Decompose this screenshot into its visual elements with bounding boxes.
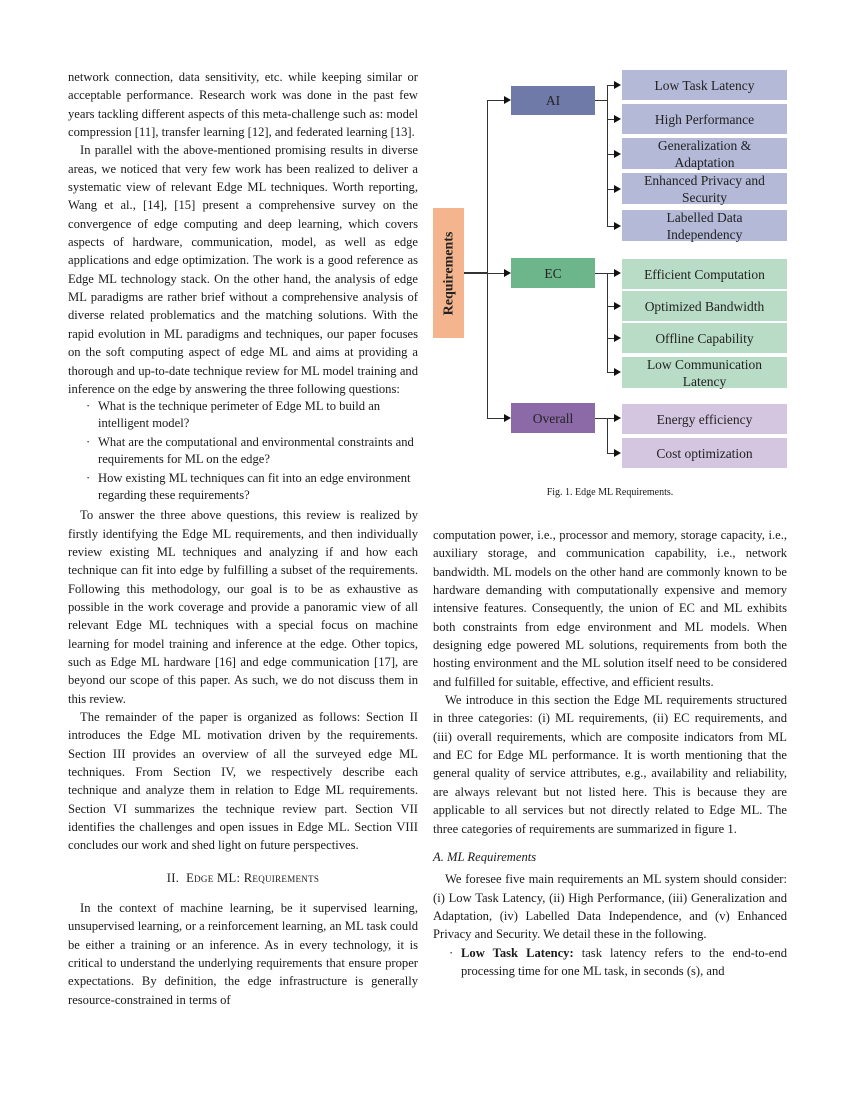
- section-heading: [68, 869, 418, 887]
- req-label: Enhanced Privacy and Security: [644, 172, 765, 205]
- req-energy-efficiency: [622, 404, 787, 434]
- req-optimized-bandwidth: [622, 291, 787, 321]
- list-item: · How existing ML techniques can fit into an edge environment regarding these requirements?: [98, 470, 418, 504]
- root-label: Requirements: [441, 231, 457, 315]
- req-label: Energy efficiency: [656, 411, 753, 427]
- req-label: Labelled Data Independency: [666, 209, 743, 242]
- paragraph: In parallel with the above-mentioned promising results in diverse areas, we noticed that very few work has been realized to deliver a systematic view of relevant Edge ML techniques. Worth reporting, Wang et al., [14], [15] present a comprehensive survey on the convergence of edge computing and deep learning, which covers aspects of hardware, communication, model, as well as edge applications and edge optimization. The work is a good reference as Edge ML technology stack. On the other hand, the analysis of edge ML paradigms are rather brief without a comprehensive analysis of diverse related problematics and the matching solutions. With the rapid evolution in ML paradigms and techniques, our paper focuses on the soft computing aspect of edge ML and aims at providing a thorough and up-to-date technique review for ML model training and inference on the edge by answering the three following questions:: [68, 143, 418, 396]
- req-privacy: [622, 173, 787, 204]
- paragraph: computation power, i.e., processor and memory, storage capacity, i.e., auxiliary storage, and communication capability, i.e., network bandwidth. ML models on the other hand are commonly known to be hardware demanding with computationally expensive and memory intensive features. Consequently, the union of EC and ML exhibits both constraints from edge environment and ML models. When designing edge powered ML solutions, requirements from both the hosting environment and the ML solution itself need to be considered and fulfilled for suitable, effective, and efficient results.: [433, 528, 787, 689]
- req-label: Low Communication Latency: [646, 356, 763, 389]
- group-ec: [511, 258, 595, 288]
- group-label: EC: [544, 265, 562, 281]
- req-label: Offline Capability: [655, 330, 754, 346]
- list-item: · What is the technique perimeter of Edge ML to build an intelligent model?: [98, 398, 418, 432]
- bullet-term: Low Task Latency:: [461, 945, 574, 960]
- section-number: II.: [166, 870, 180, 885]
- req-generalization: [622, 138, 787, 169]
- section-title: Edge ML: Requirements: [186, 870, 320, 885]
- requirement-list: [433, 944, 787, 980]
- req-high-performance: [622, 104, 787, 134]
- group-ai: [511, 86, 595, 115]
- bullet-text: task latency refers to the end-to-end processing time for one ML task, in seconds (s), and: [461, 945, 787, 978]
- req-low-comm-latency: [622, 357, 787, 388]
- requirements-diagram: [0, 0, 850, 500]
- paragraph: In the context of machine learning, be it supervised learning, unsupervised learning, or a reinforcement learning, an ML task could be either a training or an inference. As in every technology, it is critical to understand the underlying requirements that ensure proper expectations. By definition, the edge infrastructure is generally resource-constrained in terms of: [68, 901, 418, 1007]
- req-labelled-data: [622, 210, 787, 241]
- req-label: Efficient Computation: [644, 266, 765, 282]
- req-label: Generalization & Adaptation: [657, 137, 752, 170]
- paragraph: network connection, data sensitivity, etc. while keeping similar or acceptable performance. Research work was done in the past few years tackling different aspects of this meta-challenge such as: model compression [11], transfer learning [12], and federated learning [13].: [68, 70, 418, 140]
- paragraph: We introduce in this section the Edge ML requirements structured in three categories: (i) ML requirements, (ii) EC requirements, and (iii) overall requirements, which are composite indicators from ML and EC for Edge ML performance. It is worth mentioning that the general quality of service attributes, e.g., availability and reliability, are always relevant but not listed here. This is because they are applicable to all services but not directly related to Edge ML. The three categories of requirements are summarized in figure 1.: [433, 693, 787, 836]
- paragraph: We foresee five main requirements an ML system should consider: (i) Low Task Latency, (ii) High Performance, (iii) Generalization and Adaptation, (iv) Labelled Data Independence, and (v) Enhanced Privacy and Security. We detail these in the following.: [433, 872, 787, 942]
- req-low-task-latency: [622, 70, 787, 100]
- list-item: [461, 944, 787, 980]
- group-label: AI: [545, 93, 561, 108]
- req-offline-capability: [622, 323, 787, 353]
- req-label: Low Task Latency: [654, 77, 755, 93]
- subsection-heading: A. ML Requirements: [433, 849, 537, 864]
- req-label: Cost optimization: [656, 445, 753, 461]
- right-column: [433, 526, 787, 982]
- req-cost-optimization: [622, 438, 787, 468]
- group-overall: [511, 403, 595, 433]
- root-box: [433, 208, 464, 338]
- figure-caption: Fig. 1. Edge ML Requirements.: [546, 487, 674, 498]
- group-label: Overall: [532, 410, 574, 426]
- paragraph: To answer the three above questions, this review is realized by firstly identifying the Edge ML requirements, and then individually review existing ML techniques and analyzing if and how each technique can fit into edge by fulfilling a subset of the requirements. Following this methodology, our goal is to be as exhaustive as possible in the work coverage and provide a panoramic view of all relevant Edge ML techniques with a special focus on machine learning for model training and inference at the edge. Other topics, such as Edge ML hardware [16] and edge communication [17], are beyond our scope of this paper. As such, we do not discuss them in this review.: [68, 508, 418, 706]
- req-label: High Performance: [654, 111, 755, 127]
- paragraph: The remainder of the paper is organized as follows: Section II introduces the Edge ML motivation driven by the requirements. Section III provides an overview of all the surveyed edge ML techniques. From Section IV, we respectively describe each technique and analyze them in relation to Edge ML requirements. Section VI summarizes the technique review part. Section VII identifies the challenges and open issues in Edge ML. Section VIII concludes our work and shed light on future perspectives.: [68, 709, 418, 853]
- list-item: · What are the computational and environmental constraints and requirements for ML on the edge?: [98, 434, 418, 468]
- req-efficient-computation: [622, 259, 787, 289]
- req-label: Optimized Bandwidth: [644, 298, 765, 314]
